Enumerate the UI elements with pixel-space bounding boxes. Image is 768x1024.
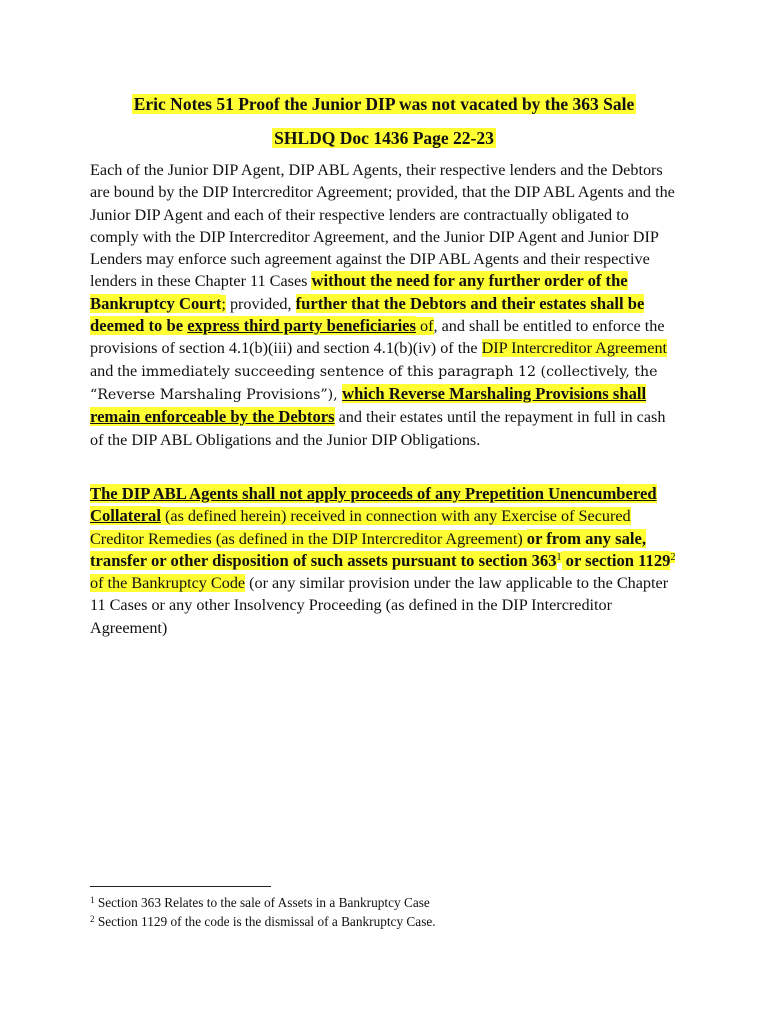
document-title [0, 93, 768, 115]
p1-text-1: Each of the Junior DIP Agent, DIP ABL Agents, their respective lenders and the Debtors are bound by the DIP Intercreditor Agreement; provided, that the DIP ABL Agents and the Junior DIP Agent and each of their respective lenders are contractually obligated to comply with the DIP Intercreditor Agreement, and the Junior DIP Agent and Junior DIP Lenders may enforce such agreement against the DIP ABL Agents and their respective lenders in these Chapter 11 Cases [90, 161, 675, 291]
footnote-2-text: Section 1129 of the code is the dismissal of a Bankruptcy Case. [97, 914, 436, 929]
p2-highlight-abl-agents: The DIP ABL Agents shall not apply proceeds of any Prepetition Unencumbered Collateral [90, 484, 657, 526]
p2-highlight-section-1129: or section 1129 [561, 550, 671, 570]
p2-highlight-defined-herein: (as defined herein) received in connection with any Exercise of Secured Creditor Remedies (as defined in the DIP Intercreditor Agreement) [90, 507, 631, 548]
subtitle-text: SHLDQ Doc 1436 Page 22-23 [274, 128, 494, 148]
footnote-ref-2: 2 [670, 551, 676, 563]
title-text: Eric Notes 51 Proof the Junior DIP was not vacated by the 363 Sale [133, 94, 635, 114]
document-subtitle [0, 127, 768, 149]
footnote-2 [90, 913, 436, 930]
p1-highlight-of: of [416, 317, 434, 336]
paragraph-reverse-marshaling [90, 159, 680, 451]
footnote-ref-1: 1 [556, 551, 562, 563]
footnote-divider [90, 886, 271, 887]
paragraph-proceeds [90, 483, 680, 639]
footnote-1-text: Section 363 Relates to the sale of Assets in a Bankruptcy Case [97, 895, 430, 910]
p1-text-until-repayment: and their estates until the repayment in full in cash of the DIP ABL Obligations and the Junior DIP Obligations. [90, 408, 666, 449]
footnote-1-mark: 1 [90, 895, 95, 905]
p2-highlight-bankruptcy-code: of the Bankruptcy Code [90, 574, 246, 593]
p1-text-enforce: , and shall be entitled to enforce the provisions of section 4.1(b)(iii) and section 4.1(b)(iv) of the [90, 317, 665, 358]
p1-highlight-without-need: without the need for any further order of the Bankruptcy Court [90, 271, 628, 313]
p1-text-provided: provided, [225, 294, 296, 313]
p1-highlight-further-that: further that the Debtors and their estates shall be deemed to be [90, 293, 645, 336]
p1-text-succeeding: immediately succeeding sentence of this paragraph 12 (collectively, the “Reverse Marshaling Provisions”), [90, 363, 658, 403]
p1-highlight-dip-agreement: DIP Intercreditor Agreement [481, 339, 668, 358]
p1-highlight-express-beneficiaries: express third party beneficiaries [187, 316, 416, 336]
footnote-1 [90, 894, 430, 911]
p2-text-similar-provision: (or any similar provision under the law applicable to the Chapter 11 Cases or any other Insolvency Proceeding (as defined in the DIP Intercreditor Agreement) [90, 574, 669, 637]
p2-highlight-sale-transfer: or from any sale, transfer or other disposition of such assets pursuant to section 363 [90, 528, 646, 570]
footnote-2-mark: 2 [90, 914, 95, 924]
p1-semicolon: ; [221, 294, 226, 313]
p1-text-and-the: and the [90, 361, 142, 380]
p1-highlight-reverse-marshaling: which Reverse Marshaling Provisions shall remain enforceable by the Debtors [90, 383, 647, 427]
